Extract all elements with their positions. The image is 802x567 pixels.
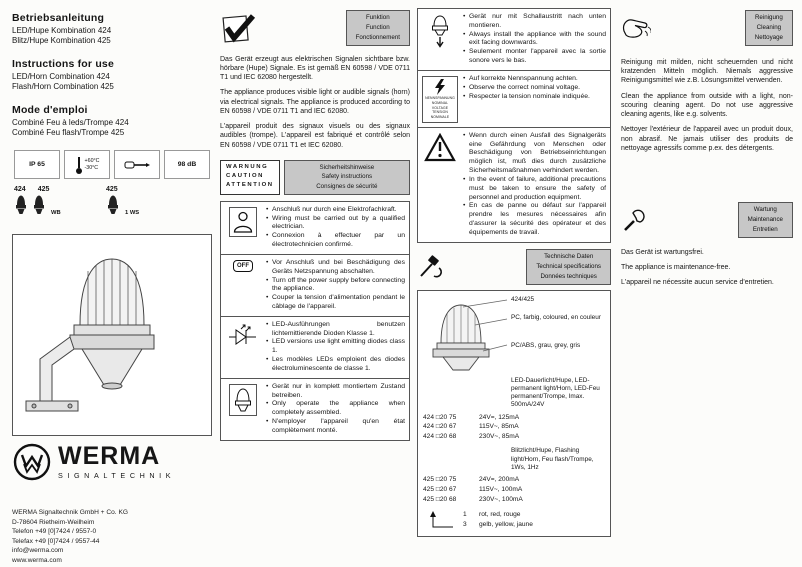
- maintenance-header: [621, 202, 793, 238]
- safety-bullet: • Couper la tension d'alimentation pendant le câblage de l'appareil.: [266, 294, 405, 312]
- color-code-row: [463, 520, 533, 530]
- cleaning-paragraph-en: Clean the appliance from outside with a light, non-scouring cleaning agent. Do not use aggressive cleaning agents, like e.g. solvents.: [621, 92, 793, 119]
- maintenance-text: [621, 248, 793, 294]
- product-line: Combiné Feu à leds/Trompe 424: [12, 118, 129, 127]
- part-number: 425 □20 67: [423, 485, 457, 493]
- part-number-row: [423, 495, 605, 505]
- function-header: [220, 10, 410, 46]
- lightning-icon: [433, 79, 447, 95]
- flash-variant-description: Blitzlicht/Hupe, Flashing light/Horn, Feu flash/Trompe, 1Ws, 1Hz: [511, 447, 594, 472]
- safety-item-power-off: [220, 254, 410, 317]
- maintenance-header-icon-wrap: [621, 207, 649, 233]
- tech-material-base: PC/ABS, grau, grey, gris: [511, 341, 581, 349]
- safety-bullet: • Gerät nur in komplett montiertem Zustand betreiben.: [266, 383, 405, 401]
- sound-level-badge: [164, 150, 210, 179]
- cleaning-header-icon-wrap: [621, 15, 651, 41]
- beacon-icon-frame: [229, 384, 257, 416]
- part-number-row: [423, 413, 605, 423]
- cleaning-paragraph-de: Reinigung mit milden, nicht scheuernden und nicht kratzenden Mitteln möglich. Niemals aggressive Reinigungsmittel wie z.B. Lösungsmittel verwenden.: [621, 59, 793, 85]
- safety-item-failure: [417, 127, 611, 243]
- cleaning-text: [621, 58, 793, 159]
- cleaning-label-de: Reinigung: [754, 14, 783, 21]
- warning-title-box: [220, 160, 280, 195]
- cleaning-header-box: [745, 10, 793, 46]
- variant-label-424: 424: [14, 186, 26, 193]
- safety-list: [220, 201, 410, 441]
- part-number: 425 □20 75: [423, 476, 457, 484]
- color-names: rot, red, rouge: [479, 511, 521, 519]
- safety-instructions-box: [284, 160, 410, 195]
- ip-rating-badge: [14, 150, 60, 179]
- safety-bullet: • LED versions use light emitting diodes class 1.: [266, 338, 405, 356]
- rating-badges: [14, 150, 210, 179]
- tech-data-header: [417, 249, 611, 285]
- variant-label-425: 425: [106, 186, 118, 193]
- variant-tag-ws: 1 WS: [125, 210, 140, 216]
- product-drawing: [14, 237, 210, 433]
- variant-group-424: [14, 186, 61, 216]
- color-code-legend: [423, 510, 605, 530]
- checkmark-icon: [220, 12, 256, 44]
- heading-en: Instructions for use: [12, 58, 115, 70]
- safety-bullet: • Seulement monter l'appareil avec la sortie sonore vers le bas.: [463, 48, 606, 66]
- cleaning-hand-icon: [621, 15, 651, 41]
- safety-bullet: • N'employer l'appareil qu'en état complètement monté.: [266, 418, 405, 436]
- color-code-arrow-icon: [423, 510, 457, 530]
- safety-item-assembled: [220, 378, 410, 441]
- cleaning-label-fr: Nettoyage: [754, 33, 783, 41]
- color-code: 3: [463, 520, 467, 528]
- header-label-fr: Fonctionnement: [355, 33, 400, 41]
- tech-label-de: Technische Daten: [544, 252, 594, 260]
- safety-item-voltage: [417, 70, 611, 128]
- maintenance-paragraph-de: Das Gerät ist wartungsfrei.: [621, 249, 704, 256]
- tech-specs-box: [417, 290, 611, 538]
- tech-header-box: [526, 249, 611, 285]
- part-rating: 230V~, 85mA: [479, 432, 520, 440]
- led-variant-description: LED-Dauerlicht/Hupe, LED-permanent light/Horn, LED-Feu permanent/Trompe, Imax. 500mA/24V: [511, 376, 600, 409]
- tech-material-dome: PC, farbig, coloured, en couleur: [511, 313, 601, 321]
- voltage-caption-fr: TENSION NOMINALE: [430, 110, 450, 120]
- cleaning-column: [621, 10, 793, 560]
- variant-group-425: [106, 186, 139, 216]
- maintenance-paragraph-en: The appliance is maintenance-free.: [621, 264, 731, 272]
- safety-item-electrician: [220, 201, 410, 255]
- tool-badge: [114, 150, 160, 179]
- part-number-row: [423, 485, 605, 495]
- title-block-en: [12, 58, 212, 93]
- safety-bullet: • Only operate the appliance when completely assembled.: [266, 400, 405, 418]
- part-number-row: [423, 422, 605, 432]
- title-block-fr: [12, 104, 212, 139]
- safety-label-fr: Consignes de sécurité: [316, 183, 378, 191]
- assembled-beacon-icon: [232, 387, 254, 413]
- safety-bullet: • En cas de panne ou défaut sur l'appareil prendre les mesures nécessaires afin d'assurer la sécurité des opérateur et des équipements de travail.: [463, 202, 606, 237]
- safety-bullet: • Anschluß nur durch eine Elektrofachkraft.: [266, 206, 405, 215]
- maintenance-label-fr: Entretien: [752, 225, 778, 233]
- header-label-en: Function: [365, 23, 390, 31]
- part-rating: 115V~, 100mA: [479, 485, 523, 493]
- maintenance-header-box: [738, 202, 793, 238]
- function-paragraph-de: Das Gerät erzeugt aus elektrischen Signalen sichtbare bzw. hörbare (Hupe) Signale. Es ist gemäß EN 60598 / VDE 0711 T1 und IEC 62080 hergestellt.: [220, 55, 410, 82]
- safety-label-de: Sicherheitshinweise: [319, 163, 375, 171]
- function-column: [220, 10, 410, 560]
- color-code: 1: [463, 511, 467, 519]
- flash-beacon-pictogram-icon: [106, 194, 120, 216]
- safety-bullet: • Auf korrekte Nennspannung achten.: [463, 75, 606, 84]
- product-drawing-box: [12, 234, 212, 436]
- function-header-icon-wrap: [220, 12, 256, 44]
- tools-icon: [417, 255, 443, 279]
- address-line: Telefon +49 [0]7424 / 9557-0: [12, 528, 97, 536]
- maintenance-paragraph-fr: L'appareil ne nécessite aucun service d'entretien.: [621, 279, 774, 287]
- safety-bullet: • Respecter la tension nominale indiquée.: [463, 93, 606, 102]
- tech-label-en: Technical specifications: [536, 262, 601, 270]
- part-number-row: [423, 432, 605, 442]
- warning-word-en: CAUTION: [226, 173, 265, 180]
- title-block-de: [12, 12, 212, 47]
- product-line: LED/Hupe Kombination 424: [12, 26, 112, 35]
- screwdriver-icon: [124, 159, 150, 171]
- tech-product-drawing: [423, 295, 609, 375]
- warning-word-fr: ATTENTION: [226, 182, 274, 189]
- logo-subtitle: SIGNALTECHNIK: [58, 471, 176, 480]
- temperature-range: [85, 158, 100, 171]
- safety-bullet: • Observe the correct nominal voltage.: [463, 84, 606, 93]
- off-label: OFF: [237, 262, 249, 269]
- color-code-row: [463, 510, 533, 520]
- led-diode-icon: [228, 322, 258, 346]
- safety-bullet: • Wiring must be carried out by a qualified electrician.: [266, 215, 405, 233]
- cleaning-label-en: Cleaning: [756, 23, 782, 31]
- product-line: LED/Horn Combination 424: [12, 72, 110, 81]
- part-number: 424 □20 75: [423, 413, 457, 421]
- address-line: Telefax +49 [0]7424 / 9557-44: [12, 537, 100, 545]
- title-column: [12, 12, 212, 564]
- part-number-row: [423, 475, 605, 485]
- thermometer-icon: [75, 155, 83, 175]
- beacon-pictogram-icon: [14, 194, 28, 216]
- mount-direction-icon: [427, 14, 453, 48]
- safety-bullet: • Les modèles LEDs emploient des diodes électroluminescente de classe 1.: [266, 356, 405, 374]
- electrician-icon: [232, 210, 254, 234]
- safety-bullet: • Vor Anschluß und bei Beschädigung des Geräts Netzspannung abschalten.: [266, 259, 405, 277]
- werma-logo: [12, 442, 175, 482]
- tech-drawing-area: [423, 295, 605, 375]
- off-switch-icon: [233, 260, 253, 272]
- electrician-icon-frame: [229, 207, 257, 237]
- temperature-badge: [64, 150, 110, 179]
- safety-bullet: • In the event of failure, additional precautions must be taken to ensure the safety of personnel and production equipment.: [463, 176, 606, 202]
- maintenance-label-de: Wartung: [753, 206, 777, 213]
- part-rating: 24V=, 200mA: [479, 476, 520, 484]
- part-number: 425 □20 68: [423, 495, 457, 503]
- wrench-icon: [621, 207, 649, 233]
- color-names: gelb, yellow, jaune: [479, 520, 533, 528]
- part-rating: 115V~, 85mA: [479, 423, 519, 431]
- warning-word-de: WARNUNG: [226, 163, 269, 170]
- safety-bullet: • Wenn durch einen Ausfall des Signalgeräts eine Gefährdung von Menschen oder Beschädigung von Betriebseinrichtungen möglich ist, muß dies durch zusätzliche Sicherheitsmaßnahmen verhindert werden.: [463, 132, 606, 176]
- safety-item-led: [220, 316, 410, 379]
- email-text: info@werma.com: [12, 547, 64, 555]
- safety-label-en: Safety instructions: [321, 173, 373, 181]
- warning-triangle-icon: [424, 133, 456, 162]
- product-line: Blitz/Hupe Kombination 425: [12, 36, 111, 46]
- address-line: WERMA Signaltechnik GmbH + Co. KG: [12, 509, 128, 516]
- maintenance-label-en: Maintenance: [747, 215, 783, 223]
- function-paragraph-fr: L'appareil produit des signaux visuels ou des signaux audibles (trompe). L'appareil est fabriqué et contrôlé selon EN 60598 / VDE 0711 T1 et IEC 62080.: [220, 123, 410, 149]
- address-line: D-78604 Rietheim-Weilheim: [12, 518, 95, 526]
- function-header-box: [346, 10, 410, 46]
- cleaning-header: [621, 10, 793, 46]
- heading-fr: Mode d'emploi: [12, 104, 88, 116]
- voltage-caption-en: NOMINAL VOLTAGE: [431, 100, 449, 110]
- part-number: 424 □20 68: [423, 432, 457, 440]
- logo-name: WERMA: [58, 442, 161, 470]
- temp-low: -30°C: [84, 164, 99, 171]
- safety-bullet: • Gerät nur mit Schallaustritt nach unten montieren.: [463, 13, 606, 31]
- beacon-pictogram-icon: [32, 194, 46, 216]
- tech-model-label: 424/425: [511, 295, 535, 303]
- nominal-voltage-icon: [422, 76, 458, 123]
- variant-pictograms: [14, 186, 210, 232]
- safety-warning-header: [220, 160, 410, 195]
- safety-bullet: • Turn off the power supply before connecting the appliance.: [266, 277, 405, 295]
- ip-rating-label: IP 65: [29, 161, 45, 168]
- safety-bullet: • Connexion à effectuer par un électrotechnicien confirmé.: [266, 232, 405, 250]
- part-rating: 24V=, 125mA: [479, 413, 520, 421]
- website-text: www.werma.com: [12, 556, 62, 564]
- part-rating: 230V~, 100mA: [479, 495, 523, 503]
- voltage-caption-de: NENNSPANNUNG: [425, 95, 455, 100]
- product-line: Flash/Horn Combination 425: [12, 82, 114, 92]
- part-number: 424 □20 67: [423, 423, 457, 431]
- safety-item-mounting: [417, 8, 611, 71]
- temp-high: +60°C: [84, 157, 100, 164]
- tech-label-fr: Données techniques: [540, 272, 597, 280]
- function-paragraph-en: The appliance produces visible light or audible signals (horn) via electrical signals. The appliance is produced according to EN 60598 / VDE 0711 T1 and IEC 62080.: [220, 89, 410, 115]
- cleaning-paragraph-fr: Nettoyer l'extérieur de l'appareil avec un produit doux, non abrasif. Ne jamais utiliser des produits de nettoyage agressifs comme p.ex. des détergents.: [621, 126, 793, 152]
- variant-label-425: 425: [37, 186, 50, 193]
- sound-level-label: 98 dB: [177, 161, 197, 168]
- safety-bullet: • LED-Ausführungen benutzen lichtemittierende Dioden Klasse 1.: [266, 321, 405, 339]
- werma-emblem-icon: [12, 442, 52, 482]
- company-address: [12, 508, 128, 565]
- product-line: Combiné Feu flash/Trompe 425: [12, 128, 125, 138]
- header-label-de: Funktion: [365, 14, 390, 21]
- safety-bullet: • Always install the appliance with the sound exit facing downwards.: [463, 31, 606, 49]
- tech-header-icon-wrap: [417, 255, 443, 279]
- heading-de: Betriebsanleitung: [12, 12, 105, 24]
- installation-column: [417, 8, 611, 562]
- variant-tag-wb: WB: [51, 210, 61, 216]
